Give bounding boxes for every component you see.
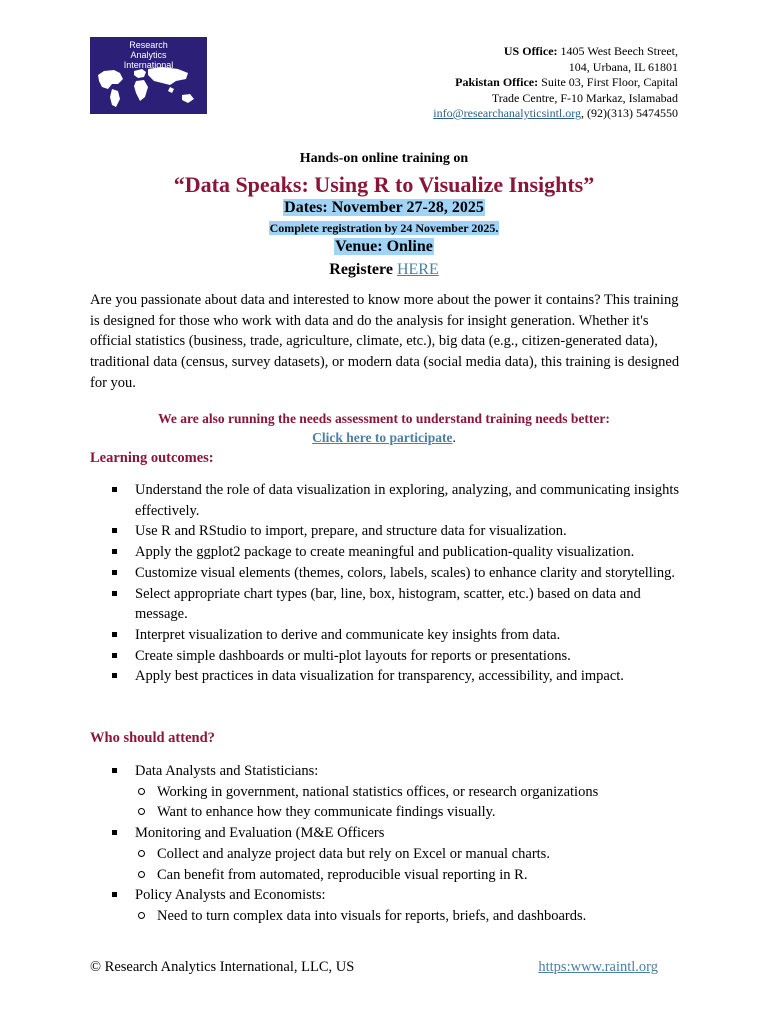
sub-list [135, 844, 680, 885]
circle-bullet-icon [138, 871, 145, 878]
list-item-text: Data Analysts and Statisticians: [135, 763, 319, 779]
us-office-address-2: 104, Urbana, IL 61801 [568, 59, 678, 74]
sub-list-item-text: Need to turn complex data into visuals for reports, briefs, and dashboards. [157, 907, 587, 924]
sub-list [135, 906, 680, 927]
list-item [90, 646, 680, 667]
list-item [90, 761, 680, 823]
footer-website [538, 959, 658, 976]
us-office-address-1: 1405 West Beech Street, [557, 44, 678, 58]
event-title: “Data Speaks: Using R to Visualize Insights” [173, 172, 595, 197]
list-item-text: Understand the role of data visualization in exploring, analyzing, and communicating insights effectively. [135, 482, 680, 519]
list-item [90, 563, 680, 584]
needs-assessment-text: We are also running the needs assessment to understand training needs better: [158, 411, 610, 426]
list-item-text: Policy Analysts and Economists: [135, 887, 326, 904]
register-link[interactable]: HERE [396, 261, 439, 278]
register-label: Registere [329, 261, 397, 278]
bullet-icon [112, 768, 117, 773]
logo-text [90, 40, 207, 70]
phone-number: , (92)(313) 5474550 [581, 106, 678, 120]
circle-bullet-icon [138, 850, 145, 857]
list-item-text: Monitoring and Evaluation (M&E Officers [135, 825, 385, 842]
pakistan-office-address-2: Trade Centre, F-10 Markaz, Islamabad [491, 90, 678, 105]
list-item [90, 666, 680, 687]
bullet-icon [112, 570, 117, 575]
bullet-icon [112, 632, 117, 637]
bullet-icon [112, 487, 117, 492]
registration-deadline: Complete registration by 24 November 2025. [269, 221, 499, 235]
sub-list-item [135, 844, 680, 865]
sub-list-item [135, 865, 680, 886]
list-item [90, 542, 680, 563]
bullet-icon [112, 892, 117, 897]
list-item [90, 823, 680, 885]
circle-bullet-icon [138, 912, 145, 919]
sub-list-item-text: Can benefit from automated, reproducible visual reporting in R. [157, 866, 528, 883]
sub-list [135, 782, 680, 823]
participate-line [0, 430, 768, 446]
venue-line [0, 238, 768, 256]
intro-paragraph: Are you passionate about data and interested to know more about the power it contains? This training is designed for those who work with data and do the analysis for insight generation. Whether it's official statistics (business, trade, agriculture, climate, etc.), big data (e.g., citizen-generated data), traditional data (census, survey datasets), or modern data (social media data), this training is designed for you. [90, 292, 680, 391]
footer-copyright: © Research Analytics International, LLC, US [90, 959, 355, 975]
us-office [348, 44, 678, 60]
list-item-text: Interpret visualization to derive and communicate key insights from data. [135, 626, 561, 643]
sub-list-item [135, 906, 680, 927]
sub-list-item [135, 782, 680, 803]
who-should-attend-heading: Who should attend? [90, 730, 215, 746]
us-office-label: US Office: [503, 44, 558, 58]
logo-line-3: International [123, 60, 174, 70]
logo-line-1: Research [129, 40, 168, 50]
website-link[interactable]: https:www.raintl.org [538, 959, 658, 975]
list-item-text: Create simple dashboards or multi-plot layouts for reports or presentations. [135, 647, 571, 664]
sub-list-item-text: Working in government, national statistics offices, or research organizations [157, 783, 599, 800]
event-dates: Dates: November 27-28, 2025 [284, 199, 484, 216]
list-item-text: Apply the ggplot2 package to create meaningful and publication-quality visualization. [135, 544, 635, 561]
bullet-icon [112, 591, 117, 596]
participate-suffix: . [452, 430, 456, 445]
bullet-icon [112, 830, 117, 835]
contact-line [348, 106, 678, 122]
pakistan-office-address-1: Suite 03, First Floor, Capital [538, 75, 678, 89]
event-subtitle: Hands-on online training on [299, 151, 469, 166]
pakistan-office [348, 75, 678, 91]
attendee-list [90, 761, 680, 927]
circle-bullet-icon [138, 788, 145, 795]
list-item [90, 885, 680, 926]
sub-list-item [135, 802, 680, 823]
event-venue: Venue: Online [335, 238, 433, 255]
list-item [90, 584, 680, 625]
pakistan-office-label: Pakistan Office: [455, 75, 539, 89]
bullet-icon [112, 528, 117, 533]
register-line [0, 261, 768, 279]
circle-bullet-icon [138, 808, 145, 815]
list-item-text: Apply best practices in data visualization for transparency, accessibility, and impact. [135, 668, 624, 685]
list-item [90, 521, 680, 542]
bullet-icon [112, 549, 117, 554]
company-logo [90, 37, 207, 114]
office-addresses [348, 44, 678, 122]
list-item-text: Customize visual elements (themes, colors, labels, scales) to enhance clarity and storytelling. [135, 564, 675, 581]
learning-outcomes-list [90, 480, 680, 687]
event-dates-line [0, 199, 768, 217]
participate-link[interactable]: Click here to participate [312, 430, 453, 445]
list-item [90, 625, 680, 646]
learning-outcomes-heading: Learning outcomes: [90, 450, 214, 466]
logo-line-2: Analytics [130, 50, 167, 60]
list-item [90, 480, 680, 521]
bullet-icon [112, 673, 117, 678]
sub-list-item-text: Want to enhance how they communicate findings visually. [157, 804, 496, 821]
list-item-text: Select appropriate chart types (bar, line, box, histogram, scatter, etc.) based on data and message. [135, 585, 641, 623]
email-link[interactable]: info@researchanalyticsintl.org [433, 106, 582, 120]
registration-deadline-line [0, 221, 768, 236]
list-item-text: Use R and RStudio to import, prepare, and structure data for visualization. [135, 523, 567, 540]
bullet-icon [112, 653, 117, 658]
sub-list-item-text: Collect and analyze project data but rely on Excel or manual charts. [157, 845, 550, 862]
